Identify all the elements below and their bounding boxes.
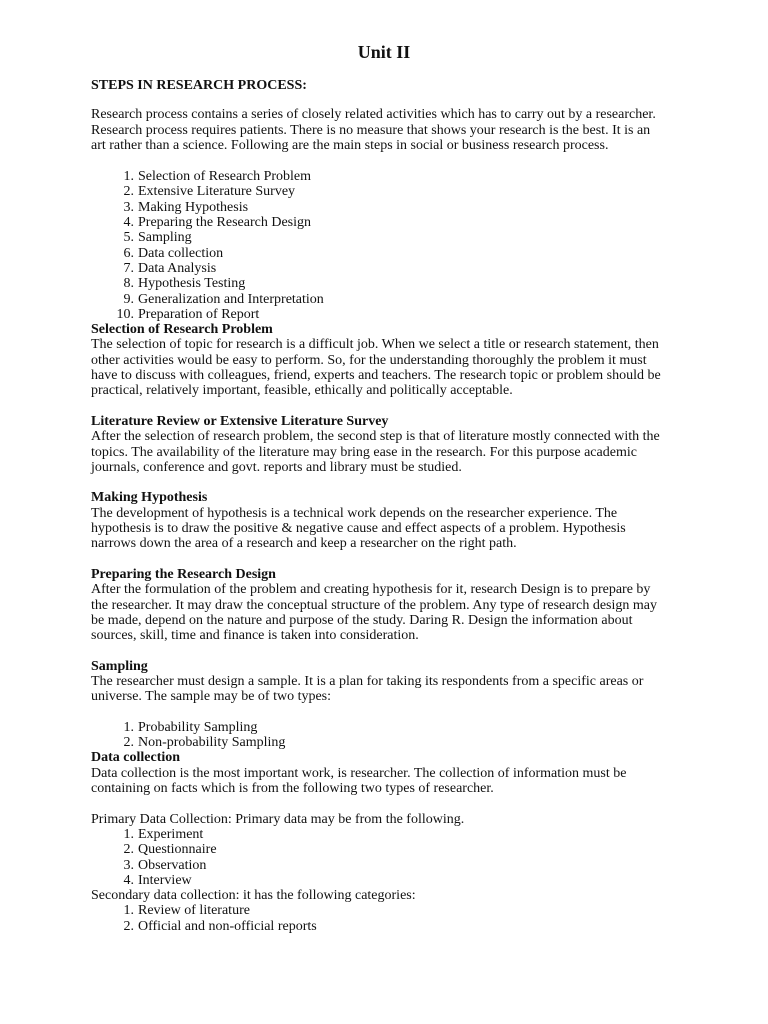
list-item: 7. Data Analysis	[123, 260, 217, 276]
section-literature	[91, 414, 691, 475]
section-heading: Selection of Research Problem	[91, 322, 273, 338]
steps-list	[91, 169, 691, 322]
section-heading: Preparing the Research Design	[91, 566, 276, 582]
paragraph-line: The researcher must design a sample. It is a plan for taking its respondents from a specific areas or	[91, 673, 644, 689]
paragraph-line: Data collection is the most important work, is researcher. The collection of information must be	[91, 765, 627, 781]
intro-paragraph	[91, 107, 691, 153]
list-item: 3. Observation	[123, 857, 207, 873]
list-item: 6. Data collection	[123, 245, 224, 261]
list-item: 4. Preparing the Research Design	[123, 215, 311, 231]
paragraph-line: containing on facts which is from the following two types of researcher.	[91, 781, 494, 797]
document-body	[91, 78, 691, 934]
section-sampling	[91, 659, 691, 751]
paragraph-line: the researcher. It may draw the conceptual structure of the problem. Any type of research design may	[91, 597, 658, 613]
paragraph-line: practical, relatively important, feasible, ethically and politically acceptable.	[91, 383, 513, 399]
list-item: 4. Interview	[123, 872, 192, 888]
list-item: 9. Generalization and Interpretation	[123, 291, 324, 307]
section-selection	[91, 322, 691, 398]
list-item: 3. Making Hypothesis	[123, 199, 249, 215]
list-item: 1. Probability Sampling	[123, 719, 258, 735]
list-item: 8. Hypothesis Testing	[123, 276, 246, 292]
section-heading: Sampling	[91, 658, 148, 674]
paragraph-line: be made, depend on the nature and purpose of the study. Daring R. Design the information about	[91, 612, 633, 628]
intro-line: Research process requires patients. There is no measure that shows your research is the best. It is an	[91, 122, 651, 138]
paragraph-line: After the selection of research problem, the second step is that of literature mostly connected with the	[91, 429, 660, 445]
paragraph-line: The selection of topic for research is a difficult job. When we select a title or research statement, then	[91, 337, 659, 353]
paragraph-line: hypothesis is to draw the positive & negative cause and effect aspects of a problem. Hypothesis	[91, 521, 626, 537]
paragraph-line: journals, conference and govt. reports and library must be studied.	[91, 459, 462, 475]
paragraph-line: other activities would be easy to perform. So, for the understanding thoroughly the problem it must	[91, 352, 647, 368]
list-item: 2. Questionnaire	[123, 842, 217, 858]
list-item: 1. Review of literature	[123, 903, 250, 919]
list-item: 2. Official and non-official reports	[123, 918, 317, 934]
section-design	[91, 567, 691, 643]
list-item: 5. Sampling	[123, 230, 192, 246]
section-data-collection	[91, 750, 691, 934]
section-heading: Literature Review or Extensive Literature Survey	[91, 413, 389, 429]
list-item: 2. Extensive Literature Survey	[123, 184, 296, 200]
secondary-list	[91, 903, 691, 934]
list-item: 1. Experiment	[123, 826, 204, 842]
primary-intro: Primary Data Collection: Primary data may be from the following.	[91, 811, 465, 827]
list-item: 2. Non-probability Sampling	[123, 735, 286, 751]
paragraph-line: universe. The sample may be of two types:	[91, 689, 332, 705]
intro-line: art rather than a science. Following are the main steps in social or business research process.	[91, 137, 609, 153]
section-heading: Data collection	[91, 750, 181, 766]
paragraph-line: have to discuss with colleagues, friend, experts and teachers. The research topic or problem should be	[91, 368, 661, 384]
section-heading: Making Hypothesis	[91, 490, 208, 506]
paragraph-line: narrows down the area of a research and keep a researcher on the right path.	[91, 536, 517, 552]
primary-list	[91, 827, 691, 888]
intro-line: Research process contains a series of closely related activities which has to carry out by a researcher.	[91, 107, 656, 123]
paragraph-line: sources, skill, time and finance is taken into consideration.	[91, 628, 419, 644]
section-hypothesis	[91, 490, 691, 551]
secondary-intro: Secondary data collection: it has the following categories:	[91, 888, 416, 904]
main-heading: STEPS IN RESEARCH PROCESS:	[91, 78, 307, 93]
paragraph-line: The development of hypothesis is a technical work depends on the researcher experience. The	[91, 505, 618, 521]
paragraph-line: After the formulation of the problem and creating hypothesis for it, research Design is to prepare by	[91, 582, 651, 598]
sampling-list	[91, 720, 691, 751]
list-item: 10. Preparation of Report	[116, 306, 260, 322]
list-item: 1. Selection of Research Problem	[123, 169, 312, 185]
paragraph-line: topics. The availability of the literature may bring ease in the research. For this purpose academic	[91, 444, 637, 460]
page-title: Unit II	[357, 42, 411, 62]
